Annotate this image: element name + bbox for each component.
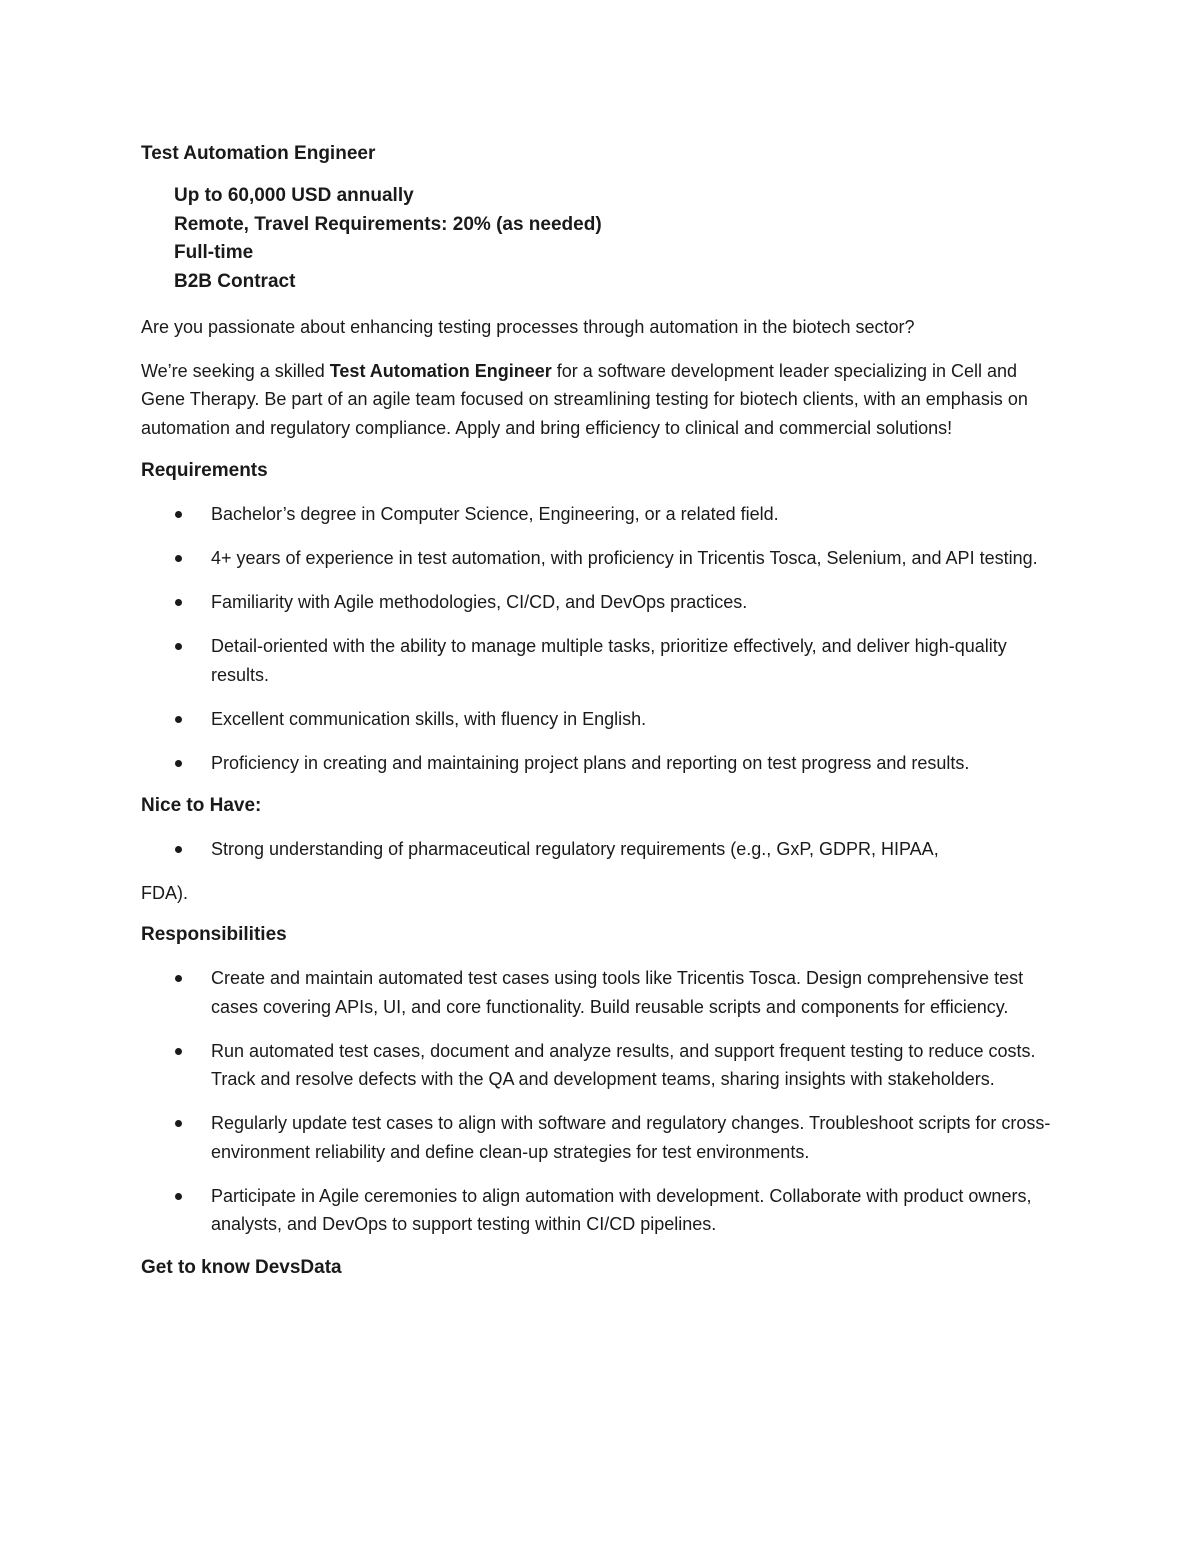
salary-line: Up to 60,000 USD annually [174,185,414,206]
bullet-icon [175,1193,182,1200]
responsibilities-heading: Responsibilities [141,924,287,945]
bullet-icon [175,975,182,982]
list-item [141,632,1061,689]
list-item [141,500,1061,529]
company-heading: Get to know DevsData [141,1256,342,1278]
list-item [141,1037,1061,1094]
job-posting-document [141,140,1061,1297]
list-item [141,1109,1061,1166]
bullet-icon [175,846,182,853]
list-item-text: Excellent communication skills, with fluency in English. [211,708,647,729]
intro-text-start: We’re seeking a skilled [141,360,330,381]
intro-text-end: for a software development leader specializing in Cell and Gene Therapy. Be part of an agile team focused on streamlining testing for biotech clients, with an emphasis on automation and regulatory compliance. Apply and bring efficiency to clinical and commercial solutions! [141,360,1028,438]
nice-to-have-continuation: FDA). [141,882,188,903]
list-item [141,964,1061,1021]
list-item-text: Strong understanding of pharmaceutical regulatory requirements (e.g., GxP, GDPR, HIPAA, [211,839,939,859]
responsibilities-list [141,964,1061,1239]
location-line: Remote, Travel Requirements: 20% (as needed) [174,213,602,235]
list-item-text: Familiarity with Agile methodologies, CI/CD, and DevOps practices. [211,592,748,612]
list-item-text: Detail-oriented with the ability to manage multiple tasks, prioritize effectively, and deliver high-quality results. [211,636,1007,685]
intro-role-name: Test Automation Engineer [329,360,552,381]
list-item-text: Bachelor’s degree in Computer Science, Engineering, or a related field. [211,504,779,524]
list-item-text: Participate in Agile ceremonies to align automation with development. Collaborate with product owners, analysts, and DevOps to support testing within CI/CD pipelines. [211,1185,1032,1234]
job-meta-list [174,182,1061,296]
requirements-heading: Requirements [141,460,268,481]
bullet-icon [175,1120,182,1127]
intro-paragraph [141,357,1061,443]
bullet-icon [175,555,182,562]
list-item-text: Run automated test cases, document and analyze results, and support frequent testing to reduce costs. Track and resolve defects with the QA and development teams, sharing insights with stakeholders. [211,1040,1036,1089]
bullet-icon [175,511,182,518]
bullet-icon [175,643,182,650]
bullet-icon [175,1048,182,1055]
list-item [141,749,1061,778]
intro-question: Are you passionate about enhancing testing processes through automation in the biotech sector? [141,317,915,337]
requirements-list [141,500,1061,777]
bullet-icon [175,716,182,723]
list-item-text: Proficiency in creating and maintaining project plans and reporting on test progress and results. [211,752,970,773]
bullet-icon [175,760,182,767]
list-item [141,835,1061,864]
list-item [141,1182,1061,1239]
bullet-icon [175,599,182,606]
job-title: Test Automation Engineer [141,143,376,164]
contract-line: B2B Contract [174,270,296,292]
list-item-text: Create and maintain automated test cases using tools like Tricentis Tosca. Design comprehensive test cases covering APIs, UI, and core functionality. Build reusable scripts and components for efficiency. [211,968,1024,1017]
employment-type-line: Full-time [174,242,254,263]
list-item [141,588,1061,617]
list-item-text: Regularly update test cases to align with software and regulatory changes. Troubleshoot scripts for cross-environment reliability and define clean-up strategies for test environments. [211,1113,1051,1162]
nice-to-have-heading: Nice to Have: [141,795,262,816]
list-item-text: 4+ years of experience in test automation, with proficiency in Tricentis Tosca, Selenium, and API testing. [211,548,1038,568]
nice-to-have-list [141,835,1061,864]
list-item [141,705,1061,734]
list-item [141,544,1061,573]
